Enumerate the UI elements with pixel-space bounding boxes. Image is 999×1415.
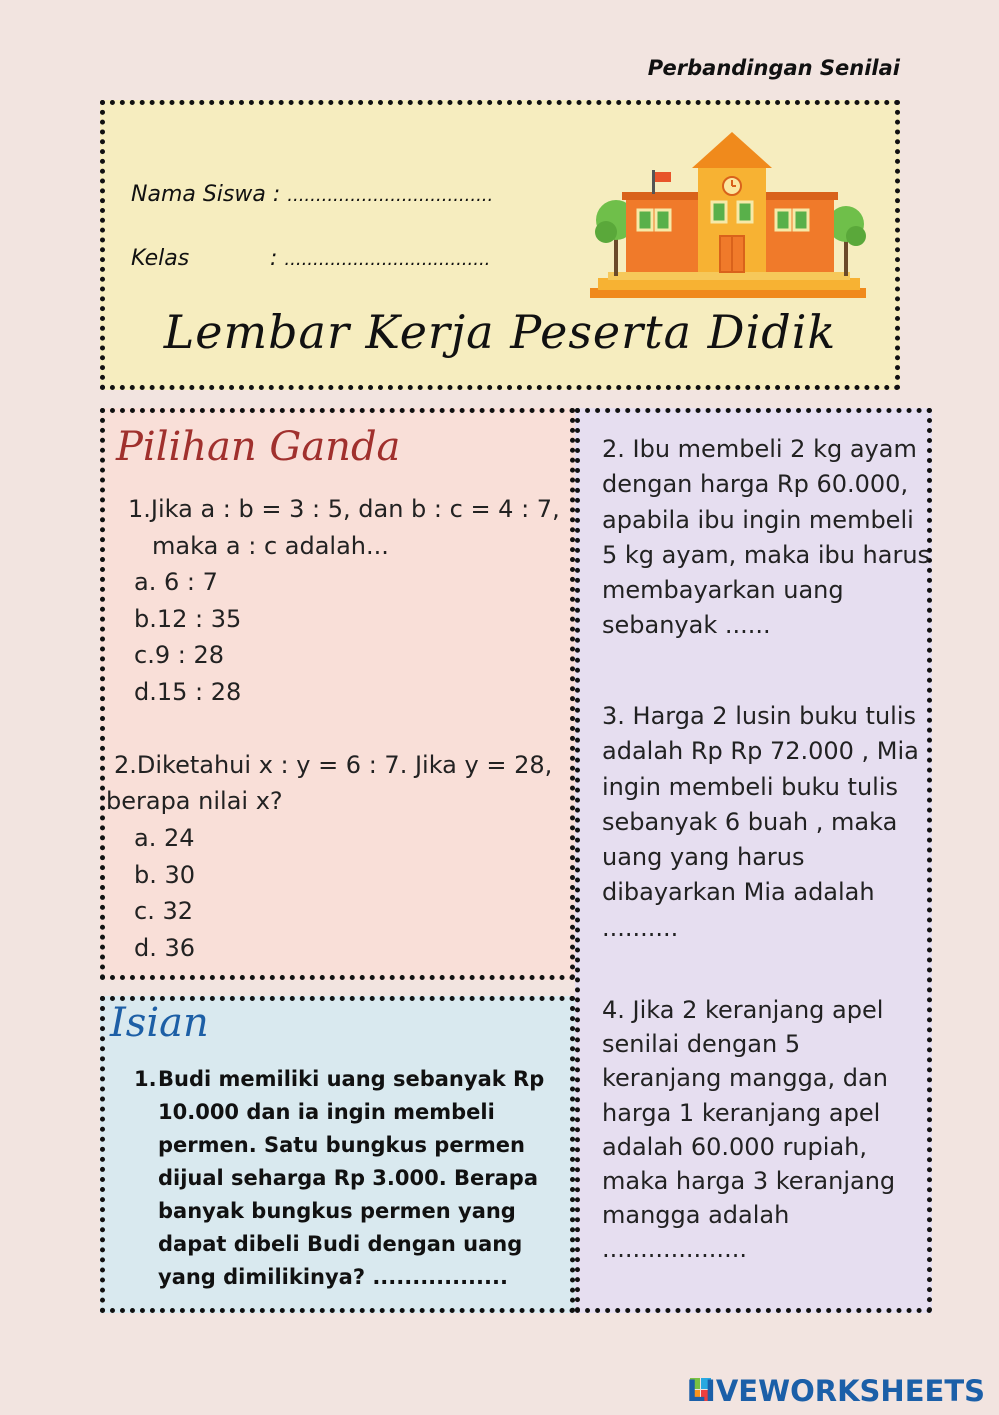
fill-in-q1-line: permen. Satu bungkus permen: [158, 1133, 525, 1157]
liveworksheets-brand[interactable]: LIVEWORKSHEETS: [686, 1374, 985, 1408]
fill-in-q1-line: 10.000 dan ia ingin membeli: [158, 1100, 495, 1124]
wp4-line: senilai dengan 5: [602, 1030, 801, 1059]
student-name-dots: ....................................: [287, 185, 494, 206]
wp2-line: dengan harga Rp 60.000,: [602, 470, 909, 499]
mc-q1-option-c[interactable]: c.9 : 28: [134, 641, 224, 669]
word-problem-3: [602, 699, 919, 946]
worksheet-topic: Perbandingan Senilai: [647, 56, 900, 80]
fill-in-q1-line: Budi memiliki uang sebanyak Rp: [158, 1067, 545, 1091]
fill-in-q1-line: dijual seharga Rp 3.000. Berapa: [158, 1166, 538, 1190]
wp3-answer-line[interactable]: ..........: [602, 913, 679, 942]
wp3-line: ingin membeli buku tulis: [602, 772, 899, 801]
class-label: Kelas: [131, 246, 190, 271]
wp3-line: uang yang harus: [602, 843, 805, 872]
mc-question-2-options: [134, 820, 195, 966]
student-name-field[interactable]: [131, 182, 493, 207]
fill-in-question-1-number: 1.: [134, 1067, 157, 1091]
class-colon: :: [270, 246, 278, 271]
wp3-line: sebanyak 6 buah , maka: [602, 807, 898, 836]
wp2-line: apabila ibu ingin membeli: [602, 505, 914, 534]
wp4-line: keranjang mangga, dan: [602, 1064, 888, 1093]
wp3-line: 3. Harga 2 lusin buku tulis: [602, 702, 916, 730]
wp4-line: mangga adalah: [602, 1201, 790, 1230]
class-field[interactable]: [131, 246, 490, 271]
fill-in-q1-answer-line[interactable]: yang dimilikinya? .................: [158, 1265, 508, 1289]
fill-in-question-1: [158, 1063, 544, 1294]
word-problem-4: [602, 993, 895, 1267]
mc-question-1-number: 1.: [128, 495, 151, 523]
mc-question-2-line2: berapa nilai x?: [106, 787, 283, 815]
fill-in-q1-line: dapat dibeli Budi dengan uang: [158, 1232, 523, 1256]
mc-question-1-line2: maka a : c adalah...: [152, 532, 389, 560]
mc-question-1: [128, 491, 560, 527]
fill-in-title: Isian: [110, 1000, 209, 1046]
school-building-illustration: [588, 128, 870, 302]
worksheet-title: Lembar Kerja Peserta Didik: [163, 305, 837, 359]
mc-question-1-line1: Jika a : b = 3 : 5, dan b : c = 4 : 7,: [150, 495, 560, 523]
wp2-line: 2. Ibu membeli 2 kg ayam: [602, 435, 917, 463]
mc-q1-option-b[interactable]: b.12 : 35: [134, 604, 242, 633]
mc-q1-option-a[interactable]: a. 6 : 7: [134, 568, 218, 596]
wp3-line: dibayarkan Mia adalah: [602, 878, 875, 907]
mc-q2-option-c[interactable]: c. 32: [134, 897, 193, 925]
wp4-line: adalah 60.000 rupiah,: [602, 1132, 867, 1161]
wp4-line: maka harga 3 keranjang: [602, 1167, 896, 1196]
wp3-line: adalah Rp Rp 72.000 , Mia: [602, 737, 919, 766]
mc-q2-option-d[interactable]: d. 36: [134, 933, 196, 962]
wp2-line: membayarkan uang: [602, 576, 844, 605]
mc-q1-option-d[interactable]: d.15 : 28: [134, 677, 242, 706]
wp4-answer-line[interactable]: ...................: [602, 1235, 747, 1264]
mc-question-2-line1: 2.Diketahui x : y = 6 : 7. Jika y = 28,: [114, 751, 553, 779]
mc-q2-option-b[interactable]: b. 30: [134, 860, 196, 889]
mc-question-1-options: [134, 564, 241, 710]
wp2-answer-line[interactable]: sebanyak ......: [602, 611, 771, 640]
mc-q2-option-a[interactable]: a. 24: [134, 824, 195, 852]
wp4-line: 4. Jika 2 keranjang apel: [602, 996, 884, 1024]
fill-in-q1-line: banyak bungkus permen yang: [158, 1199, 516, 1223]
student-name-label: Nama Siswa :: [131, 182, 281, 207]
wp2-line: 5 kg ayam, maka ibu harus: [602, 540, 931, 569]
wp4-line: harga 1 keranjang apel: [602, 1098, 881, 1127]
multiple-choice-title: Pilihan Ganda: [116, 424, 401, 470]
word-problem-2: [602, 432, 930, 644]
class-dots: ....................................: [284, 249, 491, 270]
